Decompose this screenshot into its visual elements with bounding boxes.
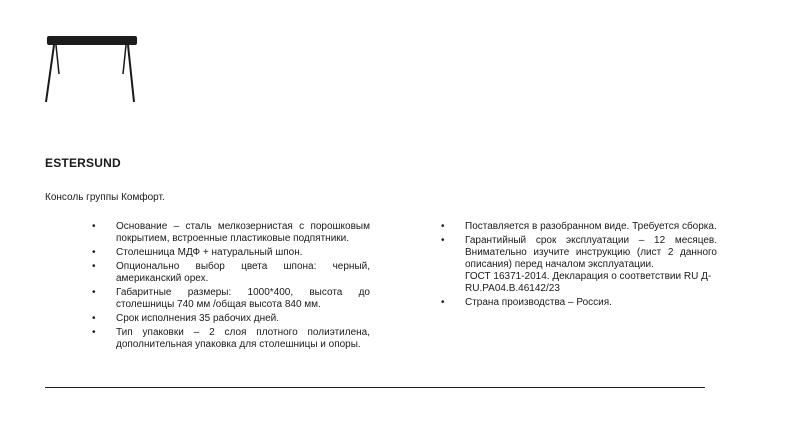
spec-text: Габаритные размеры: 1000*400, высота до столешницы 740 мм /общая высота 840 мм. — [116, 287, 370, 310]
spec-text: Поставляется в разобранном виде. Требуется сборка. — [465, 221, 717, 232]
bullet-icon: • — [92, 313, 96, 324]
spec-list-right — [441, 221, 717, 311]
list-item — [92, 221, 370, 245]
list-item — [441, 297, 717, 309]
bullet-icon: • — [441, 221, 445, 232]
console-table-illustration — [40, 32, 144, 106]
spec-text: Страна производства – Россия. — [465, 297, 612, 308]
bullet-icon: • — [92, 287, 96, 298]
leg-back-left — [56, 45, 59, 74]
bullet-icon: • — [92, 261, 96, 272]
bullet-icon: • — [441, 297, 445, 308]
list-item — [465, 271, 717, 295]
spec-list-left — [92, 221, 370, 353]
spec-text: Опционально выбор цвета шпона: черный, американский орех. — [116, 261, 370, 284]
spec-text: Гарантийный срок эксплуатации – 12 месяцев. Внимательно изучите инструкцию (лист 2 данного описания) перед началом эксплуатации. — [465, 235, 717, 270]
spec-text: Основание – сталь мелкозернистая с порошковым покрытием, встроенные пластиковые подпятники. — [116, 221, 370, 244]
bullet-icon: • — [92, 327, 96, 338]
spec-text: ГОСТ 16371-2014. Декларация о соответствии RU Д-RU.PA04.B.46142/23 — [465, 271, 712, 294]
list-item — [92, 287, 370, 311]
list-item — [92, 261, 370, 285]
leg-back-right — [123, 45, 126, 74]
spec-text: Срок исполнения 35 рабочих дней. — [116, 313, 280, 324]
list-item — [92, 247, 370, 259]
list-item — [441, 235, 717, 271]
list-item — [92, 327, 370, 351]
tabletop-shape — [47, 36, 137, 45]
bullet-icon: • — [92, 247, 96, 258]
bullet-icon: • — [441, 235, 445, 246]
leg-front-right — [128, 45, 134, 102]
bottom-divider — [45, 387, 705, 388]
list-item — [92, 313, 370, 325]
spec-text: Тип упаковки – 2 слоя плотного полиэтилена, дополнительная упаковка для столешницы и опоры. — [116, 327, 370, 350]
spec-text: Столешница МДФ + натуральный шпон. — [116, 247, 303, 258]
leg-front-left — [46, 45, 54, 102]
product-title: ESTERSUND — [45, 156, 121, 170]
bullet-icon: • — [92, 221, 96, 232]
list-item — [441, 221, 717, 233]
product-subtitle: Консоль группы Комфорт. — [45, 192, 165, 203]
